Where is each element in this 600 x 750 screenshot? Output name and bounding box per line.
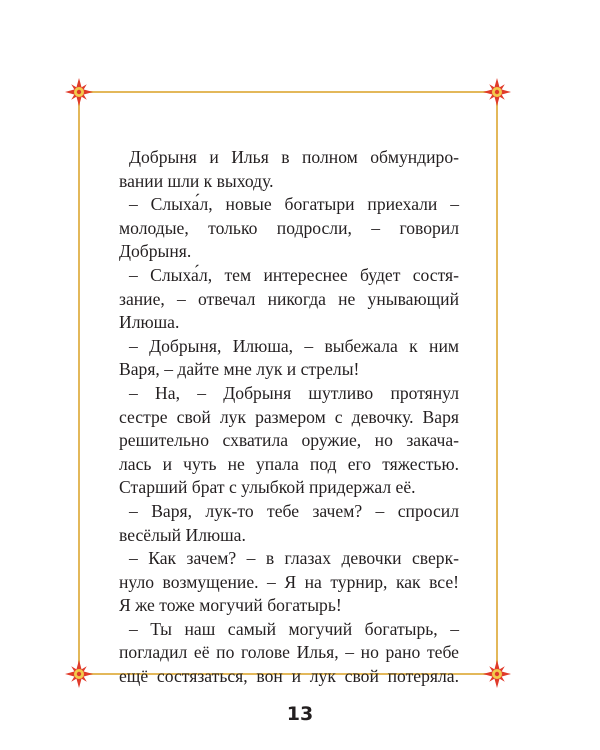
page-number: 13: [286, 703, 314, 725]
text-line: – Варя, лук-то тебе зачем? – спросил: [129, 500, 459, 521]
text-line: решительно схватила оружие, но закача-: [119, 430, 459, 451]
text-line: сестре свой лук размером с девочку. Варя: [119, 406, 459, 427]
text-line: молодые, только подросли, – говорил: [119, 217, 459, 238]
text-line: – Ты наш самый могучий богатырь, –: [129, 618, 459, 639]
text-line: Я же тоже могучий богатырь!: [119, 595, 342, 616]
text-line: – Слыха́л, новые богатыри приехали –: [129, 194, 459, 215]
text-line: – Слыха́л, тем интереснее будет состя-: [129, 264, 459, 285]
text-line: – Добрыня, Илюша, – выбежала к ним: [129, 335, 459, 356]
text-line: Илюша.: [119, 312, 180, 333]
text-line: нуло возмущение. – Я на турнир, как все!: [119, 571, 459, 592]
text-line: вании шли к выходу.: [119, 170, 274, 191]
star-flower-icon: [64, 77, 94, 107]
star-flower-icon: [482, 77, 512, 107]
text-line: весёлый Илюша.: [119, 524, 246, 545]
text-line: Старший брат с улыбкой придержал её.: [119, 477, 416, 498]
star-flower-icon: [482, 659, 512, 689]
frame-top-border: [79, 91, 497, 93]
text-line: лась и чуть не упала под его тяжестью.: [119, 453, 459, 474]
text-line: Варя, – дайте мне лук и стрелы!: [119, 359, 360, 380]
text-line: погладил её по голове Илья, – но рано тебе: [119, 642, 459, 663]
text-line: – На, – Добрыня шутливо протянул: [129, 382, 459, 403]
story-text: [119, 146, 459, 689]
text-line: Добрыня.: [119, 241, 192, 262]
frame-right-border: [496, 92, 498, 674]
text-line: ещё состязаться, вон и лук свой потеряла.: [119, 666, 459, 687]
text-line: зание, – отвечал никогда не унывающий: [119, 288, 459, 309]
star-flower-icon: [64, 659, 94, 689]
frame-left-border: [78, 92, 80, 674]
text-line: – Как зачем? – в глазах девочки сверк-: [129, 548, 459, 569]
text-line: Добрыня и Илья в полном обмундиро-: [129, 147, 459, 167]
